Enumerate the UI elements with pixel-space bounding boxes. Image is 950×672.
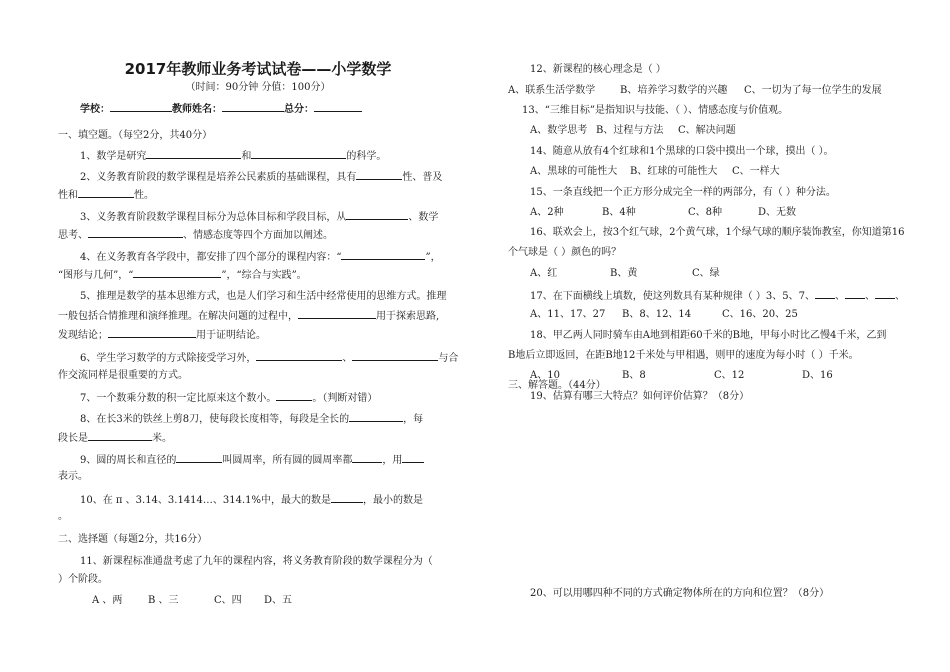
q11-option-a[interactable]: A 、两 [92,595,123,606]
section2-heading: 二、选择题（每题2分，共16分） [58,534,208,545]
q2-blank-2[interactable] [78,187,134,198]
q16-option-a[interactable]: A、红 [530,268,558,279]
q17-blank-1[interactable] [815,288,835,299]
q8-line-1: 8、在长3米的铁丝上剪8刀，使每段长度相等，每段是全长的 ，每 [80,411,423,426]
q14-option-a[interactable]: A、黑球的可能性大 [530,166,618,177]
q18-line-1: 18、甲乙两人同时骑车由A地到相距60千米的B地，甲每小时比乙慢4千米，乙到 [530,330,887,341]
q13-option-b[interactable]: B、过程与方法 [596,125,664,136]
q14-text: 14、随意从放有4个红球和1个黑球的口袋中摸出一个球，摸出（ ）。 [530,146,834,157]
exam-title: 2017年教师业务考试试卷——小学数学 [124,60,392,78]
q9-line-1: 9、圆的周长和直径的 叫圆周率，所有圆的圆周率都 ，用 [80,452,424,467]
q4-line-2: “图形与几何”，“ ”，“综合与实践”。 [58,267,307,282]
q13-text: 13、“三维目标”是指知识与技能、（ ）、情感态度与价值观。 [522,105,789,116]
q13-options [530,124,736,137]
school-blank[interactable] [110,101,172,112]
q15-text: 15、一条直线把一个正方形分成完全一样的两部分，有（ ）种分法。 [530,187,836,198]
q5-line-2: 一般包括合情推理和演绎推理。在解决问题的过程中， 用于探索思路, [58,308,439,323]
q6-blank-1[interactable] [256,350,342,361]
section3-heading: 三、解答题。（44分） [508,380,606,391]
q5-line-1: 5、推理是数学的基本思维方式，也是人们学习和生活中经常使用的思维方式。推理 [80,291,447,302]
q11-option-c[interactable]: C、四 [214,595,242,606]
q11-options [92,594,292,607]
q3-blank-1[interactable] [346,209,408,220]
q18-option-a[interactable]: A、10 [530,370,560,381]
q15-option-b[interactable]: B、4种 [602,207,636,218]
q7-blank[interactable] [276,390,312,401]
q2-blank-1[interactable] [356,169,402,180]
q1-blank-1[interactable] [146,148,241,159]
q2-line-2: 性和 性。 [58,187,154,202]
q4-blank-1[interactable] [341,249,425,260]
q14-option-c[interactable]: C、一样大 [732,166,780,177]
exam-subtitle: （时间：90分钟 分值：100分） [185,82,331,93]
q5-blank-1[interactable] [298,308,376,319]
q17-blank-2[interactable] [845,288,865,299]
q15-option-d[interactable]: D、无数 [758,207,797,218]
q4-blank-2[interactable] [133,267,221,278]
q9-blank-1[interactable] [176,452,222,463]
q6-blank-2[interactable] [352,350,438,361]
q19-text: 19、估算有哪三大特点？如何评价估算？（8分） [530,391,750,402]
q16-option-c[interactable]: C、绿 [692,268,720,279]
q17-option-b[interactable]: B、8、12、14 [622,309,692,320]
q6-line-2: 作交流同样是很重要的方式。 [58,370,188,381]
q5-line-3: 发现结论； 用于证明结论。 [58,327,266,342]
q13-option-c[interactable]: C、解决问题 [678,125,736,136]
section1-heading: 一、填空题。（每空2分，共40分） [58,130,213,141]
teacher-blank[interactable] [222,101,284,112]
q11-option-b[interactable]: B 、三 [148,595,179,606]
q16-line-1: 16、联欢会上，按3个红气球，2个黄气球，1个绿气球的顺序装饰教室，你知道第16 [530,227,905,238]
q8-blank-2[interactable] [88,430,152,441]
q10-blank-1[interactable] [331,492,363,503]
q15-option-a[interactable]: A、2种 [530,207,564,218]
q13-option-a[interactable]: A、数学思考 [530,125,588,136]
q14-options [530,165,780,178]
q14-option-b[interactable]: B、红球的可能性大 [630,166,718,177]
q17-text: 17、在下面横线上填数，使这列数具有某种规律（ ）3、5、7、 、 、 、 [530,288,905,303]
q10-line-1: 10、在 π 、3.14、3.1414…、314.1%中，最大的数是 ，最小的数是 [80,492,423,507]
q18-line-2: B地后立即返回，在距B地12千米处与甲相遇，则甲的速度为每小时（ ）千米。 [508,350,859,361]
q9-blank-3[interactable] [402,452,424,463]
q2-line-1: 2、义务教育阶段的数学课程是培养公民素质的基础课程，具有 性、普及 [80,169,442,184]
q12-text: 12、新课程的核心理念是（ ） [530,64,666,75]
q7-line: 7、一个数乘分数的积一定比原来这个数小。 。（判断对错） [80,390,377,405]
q16-line-2: 个气球是（ ）颜色的吗？ [508,247,622,258]
q1-blank-2[interactable] [251,148,346,159]
q18-option-d[interactable]: D、16 [802,370,833,381]
q3-line-2: 思考、 、情感态度等四个方面加以阐述。 [58,227,333,242]
q8-line-2: 段长是 米。 [58,430,172,445]
q12-option-b[interactable]: B、培养学习数学的兴趣 [620,85,728,96]
q17-option-a[interactable]: A、11、17、27 [530,309,606,320]
q5-blank-2[interactable] [108,327,196,338]
q10-line-2: 。 [58,511,68,522]
header-fields [80,101,362,116]
q12-options [508,84,882,97]
q12-option-c[interactable]: C、一切为了每一位学生的发展 [744,85,882,96]
q17-options [530,308,798,321]
q3-blank-2[interactable] [88,227,183,238]
score-label: 总分： [284,104,314,115]
q20-text: 20、可以用哪四种不同的方式确定物体所在的方向和位置？（8分） [530,588,830,599]
q12-option-a[interactable]: A、联系生活学数学 [508,85,596,96]
q9-line-2: 表示。 [58,471,88,482]
q8-blank-1[interactable] [349,411,403,422]
q15-option-c[interactable]: C、8种 [688,207,723,218]
score-blank[interactable] [314,101,362,112]
q17-option-c[interactable]: C、16、20、25 [722,309,798,320]
q11-line-1: 11、新课程标准通盘考虑了九年的课程内容，将义务教育阶段的数学课程分为（ [80,556,433,567]
q16-options [530,267,720,280]
q16-option-b[interactable]: B、黄 [610,268,638,279]
q3-line-1: 3、义务教育阶段数学课程目标分为总体目标和学段目标，从 、数学 [80,209,438,224]
q9-blank-2[interactable] [352,452,382,463]
q18-option-b[interactable]: B、8 [622,370,646,381]
q17-blank-3[interactable] [875,288,895,299]
school-label: 学校： [80,104,110,115]
q11-line-2: ）个阶段。 [58,574,108,585]
q15-options [530,206,796,219]
q1-line: 1、数学是研究 和 的科学。 [80,148,386,163]
q11-option-d[interactable]: D、五 [264,595,293,606]
q4-line-1: 4、在义务教育各学段中，都安排了四个部分的课程内容：“ ”， [80,249,441,264]
q18-option-c[interactable]: C、12 [714,370,745,381]
teacher-label: 教师姓名： [172,104,222,115]
q6-line-1: 6、学生学习数学的方式除接受学习外， 、 与合 [80,350,458,365]
